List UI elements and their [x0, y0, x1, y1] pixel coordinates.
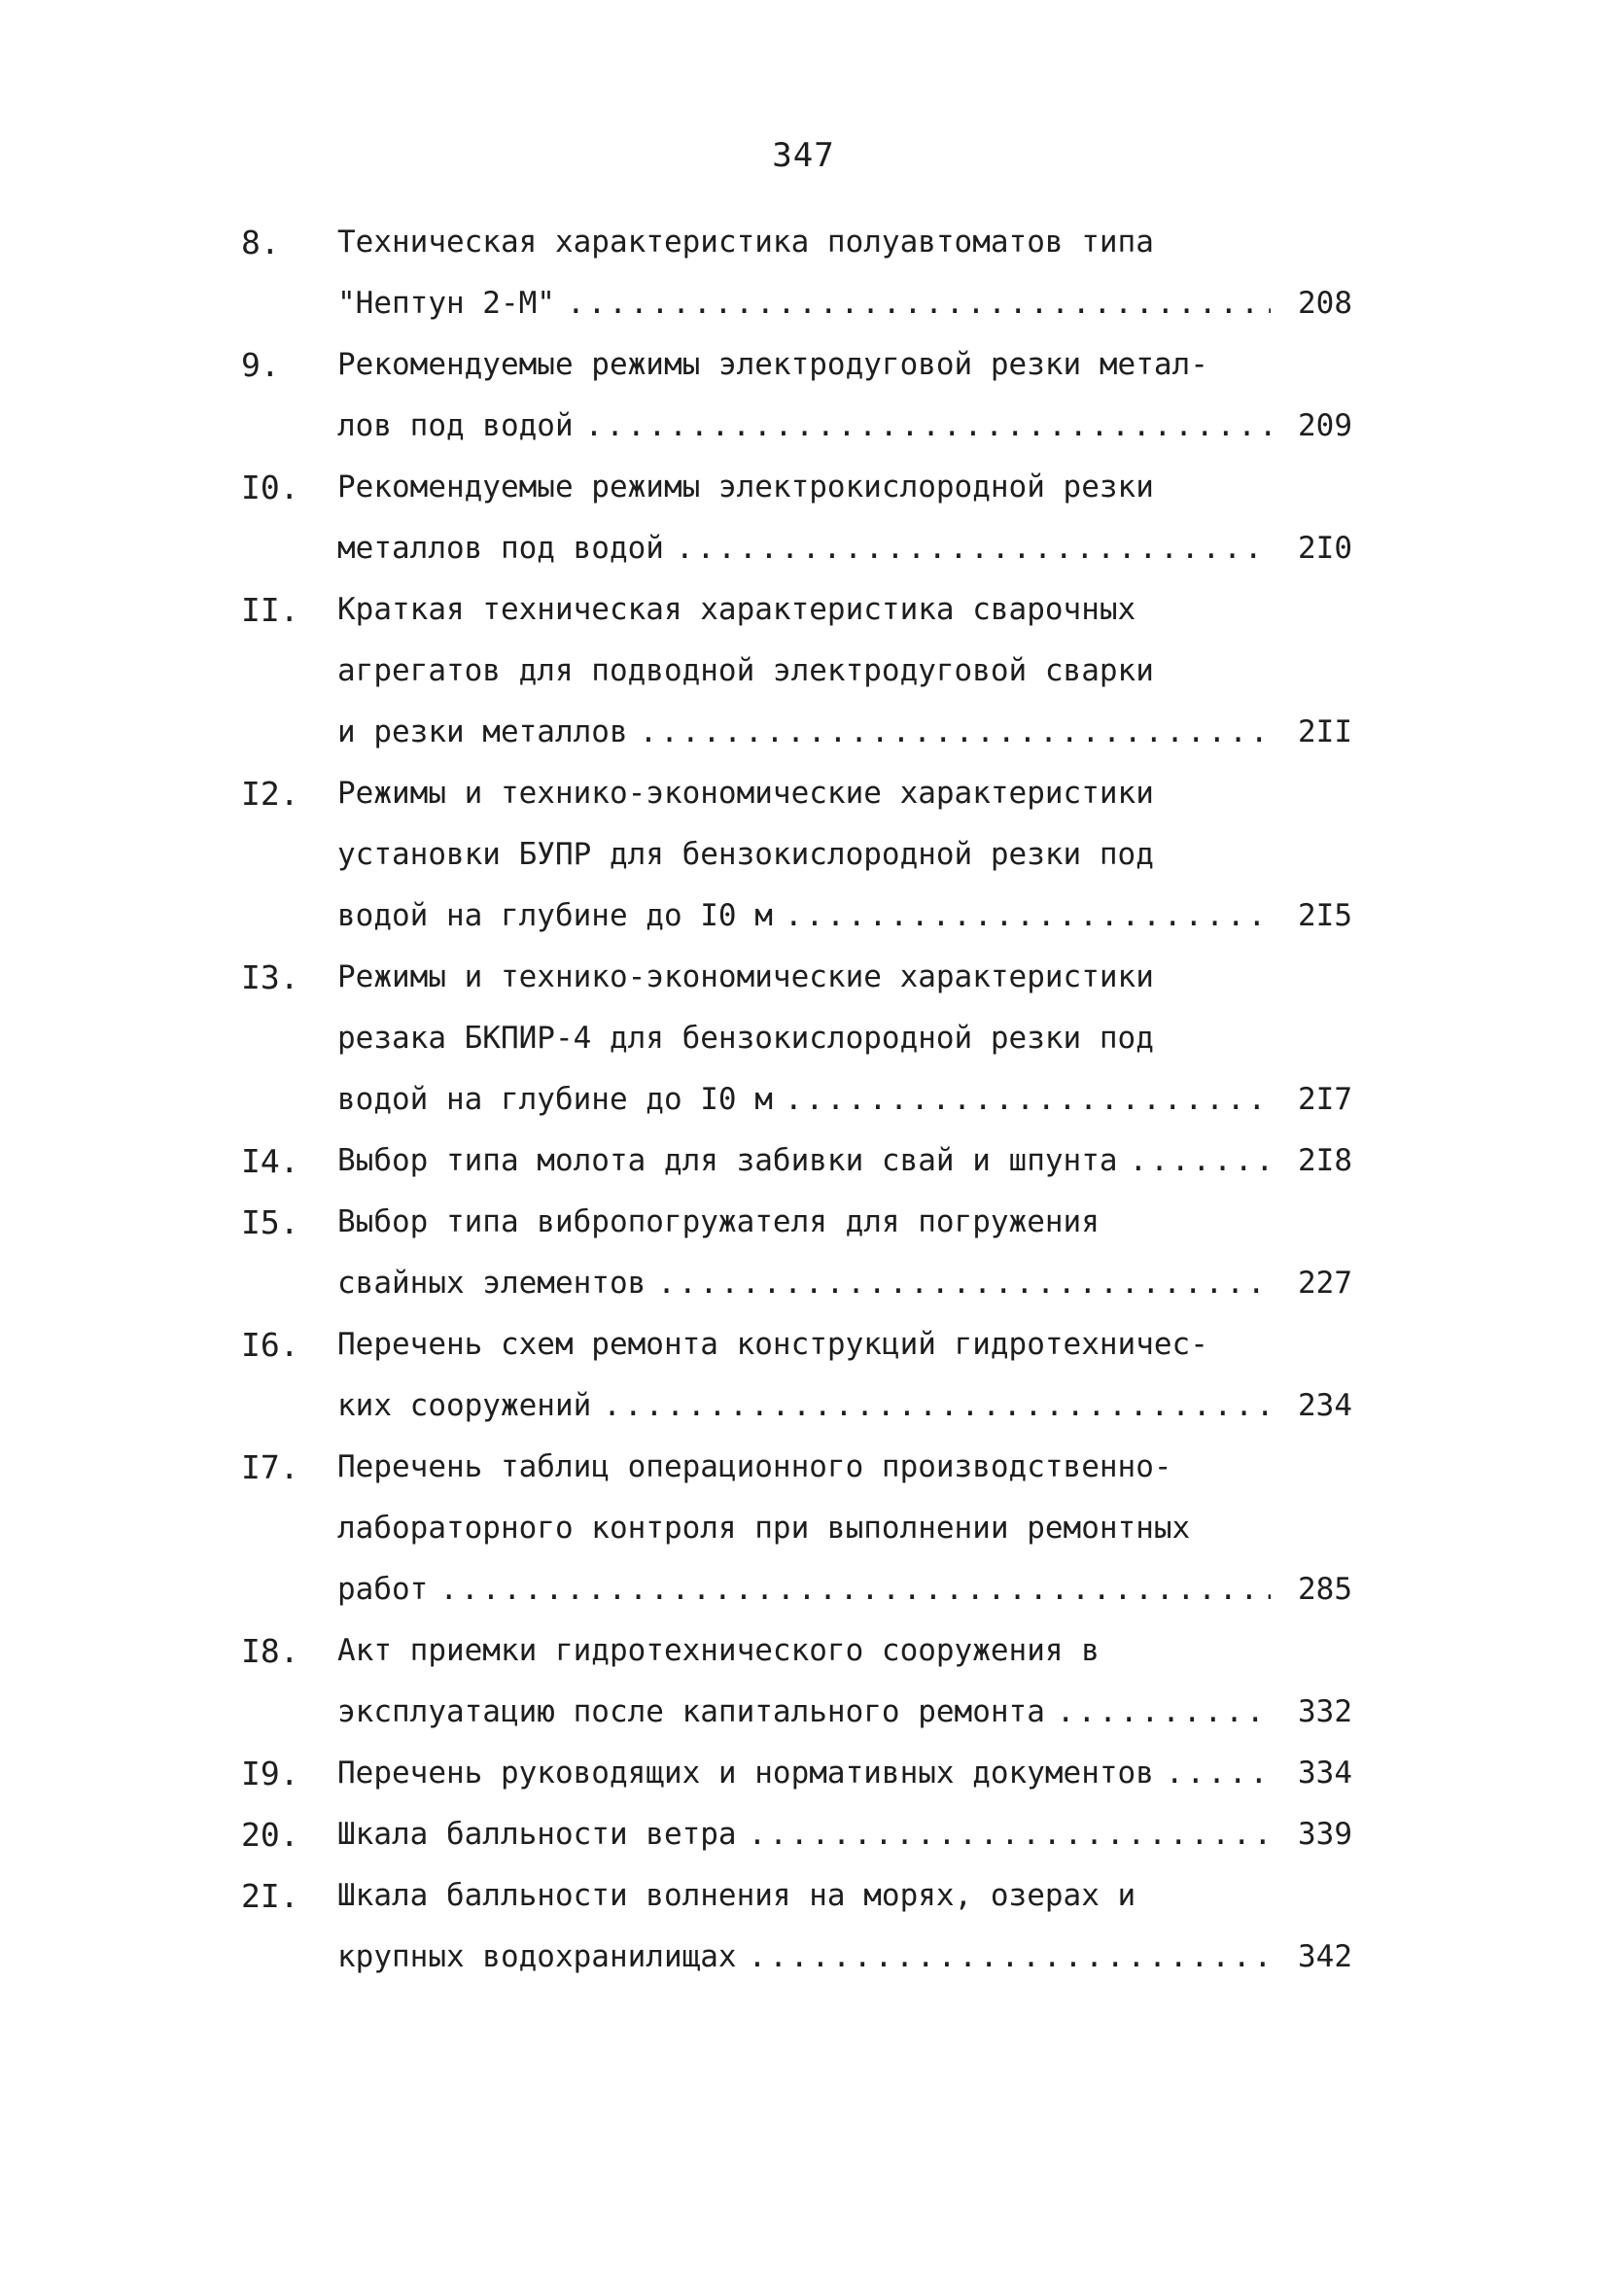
- dot-leader: [640, 702, 1271, 763]
- toc-entry-title-line: Шкала балльности ветра: [337, 1817, 737, 1852]
- toc-entry-number: I5.: [241, 1203, 299, 1241]
- toc-entry: [0, 947, 1607, 1131]
- page-number: 347: [772, 136, 835, 175]
- toc-entry-number: 20.: [241, 1816, 299, 1854]
- dot-leader: [676, 518, 1271, 579]
- toc-entry-number: I7.: [241, 1448, 299, 1486]
- dot-leader: [439, 1559, 1271, 1620]
- toc-entry: [0, 1865, 1607, 1988]
- toc-entry-page: 2II: [1298, 714, 1352, 749]
- toc-entry: [0, 457, 1607, 579]
- toc-entry-title-line: лабораторного контроля при выполнении ремонтных: [337, 1511, 1191, 1546]
- toc-entry-title-line: работ: [337, 1572, 429, 1607]
- dot-leader: [603, 1375, 1271, 1437]
- toc-entry-page: 208: [1298, 286, 1352, 321]
- dot-leader: [785, 886, 1271, 947]
- toc-entry-page: 2I0: [1298, 531, 1352, 566]
- toc-entry-title-line: Перечень таблиц операционного производственно-: [337, 1449, 1172, 1484]
- toc-entry-number: I4.: [241, 1142, 299, 1180]
- toc-entry-title-line: крупных водохранилищах: [337, 1939, 737, 1974]
- toc-entry-title-line: водой на глубине до I0 м: [337, 1082, 773, 1117]
- toc-entry: [0, 1314, 1607, 1437]
- toc-entry-title-line: ких сооружений: [337, 1388, 592, 1423]
- dot-leader: [585, 396, 1271, 457]
- toc-entry-title-line: Выбор типа молота для забивки свай и шпунта: [337, 1143, 1118, 1178]
- dot-leader: [567, 273, 1271, 334]
- toc-entry: [0, 1192, 1607, 1314]
- toc-entry-title-line: Перечень схем ремонта конструкций гидротехничес-: [337, 1327, 1208, 1362]
- toc-entry-title: [337, 1620, 1271, 1743]
- toc-entry-number: 2I.: [241, 1877, 299, 1915]
- toc-entry-page: 209: [1298, 408, 1352, 443]
- toc-entry-title-line: свайных элементов: [337, 1266, 646, 1301]
- toc-entry-title: [337, 1804, 1271, 1865]
- toc-entry-number: I6.: [241, 1326, 299, 1364]
- toc-entry-title-line: металлов под водой: [337, 531, 664, 566]
- toc-entry-page: 332: [1298, 1694, 1352, 1729]
- toc-entry-title: [337, 1314, 1271, 1437]
- toc-entry-title-line: агрегатов для подводной электродуговой сварки: [337, 653, 1154, 688]
- toc-entry-title: [337, 212, 1271, 334]
- toc-entry-page: 227: [1298, 1266, 1352, 1301]
- toc-entry-title: [337, 1865, 1271, 1988]
- toc-entry-number: 9.: [241, 346, 280, 384]
- toc-entry-page: 342: [1298, 1939, 1352, 1974]
- toc-entry: [0, 763, 1607, 947]
- toc-entry-title-line: Техническая характеристика полуавтоматов типа: [337, 225, 1154, 260]
- toc-entry-title: [337, 1131, 1271, 1192]
- toc-entry: [0, 1620, 1607, 1743]
- toc-entry-page: 2I7: [1298, 1082, 1352, 1117]
- toc-entry-title-line: Перечень руководящих и нормативных документов: [337, 1756, 1154, 1791]
- dot-leader: [1130, 1131, 1271, 1192]
- toc-entry-title: [337, 947, 1271, 1131]
- toc-entry-page: 234: [1298, 1388, 1352, 1423]
- toc-entry-title-line: установки БУПР для бензокислородной резки под: [337, 837, 1154, 872]
- table-of-contents: [0, 212, 1607, 1988]
- toc-entry: [0, 212, 1607, 334]
- toc-entry-page: 334: [1298, 1756, 1352, 1791]
- dot-leader: [1166, 1743, 1271, 1804]
- toc-entry-title: [337, 1437, 1271, 1620]
- toc-entry-title-line: лов под водой: [337, 408, 574, 443]
- toc-entry: [0, 579, 1607, 763]
- toc-entry-title-line: водой на глубине до I0 м: [337, 898, 773, 933]
- toc-entry-title-line: Выбор типа вибропогружателя для погружения: [337, 1204, 1100, 1239]
- toc-entry-title-line: Режимы и технико-экономические характеристики: [337, 776, 1154, 811]
- toc-entry-title: [337, 579, 1271, 763]
- toc-entry-page: 339: [1298, 1817, 1352, 1852]
- toc-entry-title: [337, 334, 1271, 457]
- toc-entry-title-line: резака БКПИР-4 для бензокислородной резки под: [337, 1021, 1154, 1056]
- toc-entry-title: [337, 1192, 1271, 1314]
- toc-entry-title-line: Шкала балльности волнения на морях, озерах и: [337, 1878, 1136, 1913]
- toc-entry-page: 285: [1298, 1572, 1352, 1607]
- toc-entry-title-line: "Нептун 2-М": [337, 286, 555, 321]
- toc-entry: [0, 334, 1607, 457]
- toc-entry-number: I8.: [241, 1632, 299, 1670]
- dot-leader: [749, 1804, 1271, 1865]
- toc-entry-title: [337, 457, 1271, 579]
- toc-entry-title-line: Режимы и технико-экономические характеристики: [337, 959, 1154, 994]
- toc-entry-number: I2.: [241, 775, 299, 813]
- toc-entry-title: [337, 763, 1271, 947]
- toc-entry-page: 2I5: [1298, 898, 1352, 933]
- dot-leader: [1057, 1682, 1271, 1743]
- toc-entry-number: I0.: [241, 469, 299, 506]
- toc-entry: [0, 1437, 1607, 1620]
- toc-entry-title-line: Рекомендуемые режимы электродуговой резки метал-: [337, 347, 1208, 382]
- dot-leader: [749, 1927, 1271, 1988]
- toc-entry: [0, 1131, 1607, 1192]
- toc-entry-number: I9.: [241, 1755, 299, 1792]
- toc-entry-number: 8.: [241, 224, 280, 261]
- toc-entry-title-line: Краткая техническая характеристика сварочных: [337, 592, 1136, 627]
- toc-entry: [0, 1743, 1607, 1804]
- toc-entry-title: [337, 1743, 1271, 1804]
- toc-entry-title-line: Рекомендуемые режимы электрокислородной резки: [337, 470, 1154, 504]
- toc-entry-title-line: и резки металлов: [337, 714, 628, 749]
- toc-entry-title-line: эксплуатацию после капитального ремонта: [337, 1694, 1045, 1729]
- toc-entry-number: II.: [241, 591, 299, 629]
- toc-entry-number: I3.: [241, 958, 299, 996]
- toc-entry: [0, 1804, 1607, 1865]
- toc-entry-title-line: Акт приемки гидротехнического сооружения в: [337, 1633, 1100, 1668]
- dot-leader: [785, 1069, 1271, 1131]
- toc-entry-page: 2I8: [1298, 1143, 1352, 1178]
- dot-leader: [657, 1253, 1271, 1314]
